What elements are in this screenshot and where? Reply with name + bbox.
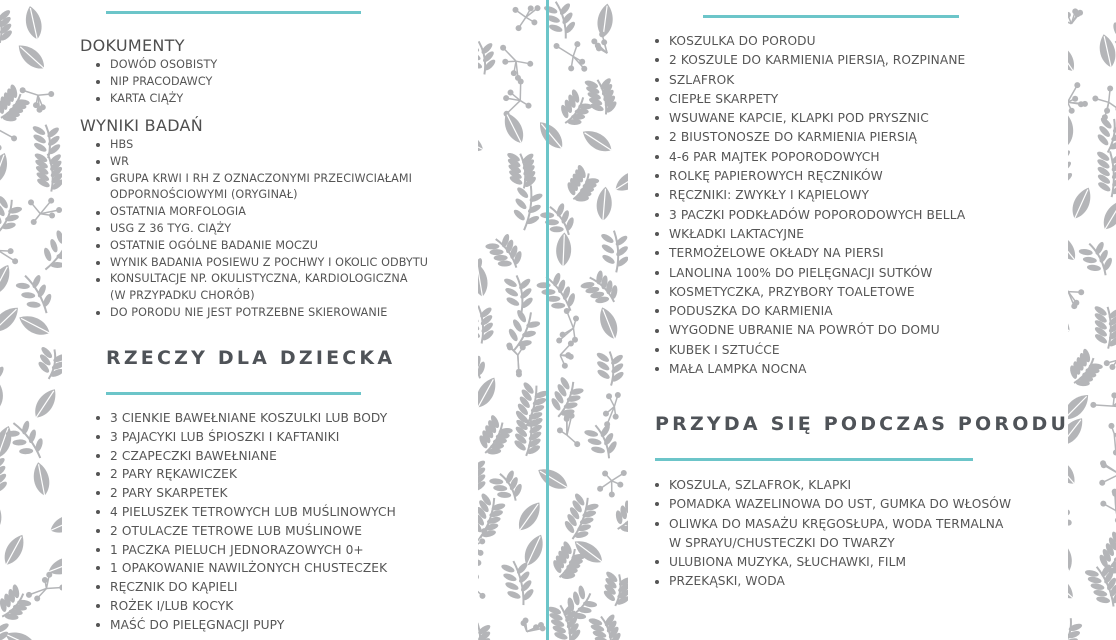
labor-items-list [653, 476, 1011, 592]
list-item: 2 OTULACZE TETROWE LUB MUŚLINOWE [94, 522, 396, 541]
list-item: LANOLINA 100% DO PIELĘGNACJI SUTKÓW [653, 264, 965, 283]
list-item-line: OLIWKA DO MASAŻU KRĘGOSŁUPA, WODA TERMALNA [669, 516, 1004, 531]
floral-pattern-middle [478, 0, 628, 640]
list-item: 2 BIUSTONOSZE DO KARMIENIA PIERSIĄ [653, 128, 965, 147]
results-heading: WYNIKI BADAŃ [80, 116, 204, 135]
list-item: CIEPŁE SKARPETY [653, 90, 965, 109]
list-item: SZLAFROK [653, 71, 965, 90]
floral-pattern-right [1068, 0, 1116, 640]
left-panel [62, 0, 478, 640]
documents-list [94, 57, 217, 107]
list-item: MAŚĆ DO PIELĘGNACJI PUPY [94, 616, 396, 635]
list-item: KOSZULKA DO PORODU [653, 32, 965, 51]
list-item: USG Z 36 TYG. CIĄŻY [94, 221, 428, 238]
list-item: RĘCZNIK DO KĄPIELI [94, 578, 396, 597]
list-item: DOWÓD OSOBISTY [94, 57, 217, 74]
list-item-line: W SPRAYU/CHUSTECZKI DO TWARZY [669, 535, 895, 550]
list-item: 3 PAJACYKI LUB ŚPIOSZKI I KAFTANIKI [94, 428, 396, 447]
list-item: ULUBIONA MUZYKA, SŁUCHAWKI, FILM [653, 553, 1011, 572]
baby-section-heading: RZECZY DLA DZIECKA [106, 347, 396, 369]
list-item: RĘCZNIKI: ZWYKŁY I KĄPIELOWY [653, 186, 965, 205]
baby-section-divider [106, 392, 361, 395]
list-item: WR [94, 154, 428, 171]
labor-section-divider [655, 458, 973, 461]
center-fold-line [546, 0, 549, 640]
list-item-line: KONSULTACJE NP. OKULISTYCZNA, KARDIOLOGICZNA [110, 272, 408, 286]
list-item: POMADKA WAZELINOWA DO UST, GUMKA DO WŁOSÓW [653, 495, 1011, 514]
list-item: PODUSZKA DO KARMIENIA [653, 302, 965, 321]
list-item: 1 PACZKA PIELUCH JEDNORAZOWYCH 0+ [94, 541, 396, 560]
list-item: KARTA CIĄŻY [94, 91, 217, 108]
list-item: ROLKĘ PAPIEROWYCH RĘCZNIKÓW [653, 167, 965, 186]
list-item [94, 271, 428, 305]
results-list [94, 137, 428, 322]
mother-items-list [653, 32, 965, 379]
top-divider-left [106, 11, 361, 14]
list-item: 3 PACZKI PODKŁADÓW POPORODOWYCH BELLA [653, 206, 965, 225]
list-item: NIP PRACODAWCY [94, 74, 217, 91]
list-item: 2 KOSZULE DO KARMIENIA PIERSIĄ, ROZPINANE [653, 51, 965, 70]
list-item: WKŁADKI LAKTACYJNE [653, 225, 965, 244]
list-item-line: ODPORNOŚCIOWYMI (ORYGINAŁ) [110, 188, 298, 202]
list-item: KOSZULA, SZLAFROK, KLAPKI [653, 476, 1011, 495]
list-item: 4 PIELUSZEK TETROWYCH LUB MUŚLINOWYCH [94, 503, 396, 522]
list-item-line: GRUPA KRWI I RH Z OZNACZONYMI PRZECIWCIAŁAMI [110, 171, 413, 185]
list-item: 1 OPAKOWANIE NAWILŻONYCH CHUSTECZEK [94, 559, 396, 578]
list-item: OSTATNIA MORFOLOGIA [94, 204, 428, 221]
list-item [653, 515, 1011, 554]
list-item: KUBEK I SZTUĆCE [653, 341, 965, 360]
list-item: 4-6 PAR MAJTEK POPORODOWYCH [653, 148, 965, 167]
documents-heading: DOKUMENTY [80, 36, 185, 55]
list-item: 3 CIENKIE BAWEŁNIANE KOSZULKI LUB BODY [94, 409, 396, 428]
list-item: ROŻEK I/LUB KOCYK [94, 597, 396, 616]
list-item [94, 171, 428, 205]
list-item: WYNIK BADANIA POSIEWU Z POCHWY I OKOLIC ODBYTU [94, 255, 428, 272]
list-item: WSUWANE KAPCIE, KLAPKI POD PRYSZNIC [653, 109, 965, 128]
list-item: KOSMETYCZKA, PRZYBORY TOALETOWE [653, 283, 965, 302]
list-item: 2 PARY RĘKAWICZEK [94, 465, 396, 484]
baby-items-list [94, 409, 396, 635]
list-item: MAŁA LAMPKA NOCNA [653, 360, 965, 379]
labor-section-heading: PRZYDA SIĘ PODCZAS PORODU [655, 413, 1070, 435]
list-item: PRZEKĄSKI, WODA [653, 572, 1011, 591]
list-item-line: (W PRZYPADKU CHORÓB) [110, 289, 255, 303]
list-item: 2 CZAPECZKI BAWEŁNIANE [94, 447, 396, 466]
list-item: HBS [94, 137, 428, 154]
right-panel [628, 0, 1068, 640]
list-item: DO PORODU NIE JEST POTRZEBNE SKIEROWANIE [94, 305, 428, 322]
top-divider-right [703, 15, 959, 18]
list-item: 2 PARY SKARPETEK [94, 484, 396, 503]
floral-pattern-left [0, 0, 62, 640]
list-item: TERMOŻELOWE OKŁADY NA PIERSI [653, 244, 965, 263]
list-item: OSTATNIE OGÓLNE BADANIE MOCZU [94, 238, 428, 255]
list-item: WYGODNE UBRANIE NA POWRÓT DO DOMU [653, 321, 965, 340]
